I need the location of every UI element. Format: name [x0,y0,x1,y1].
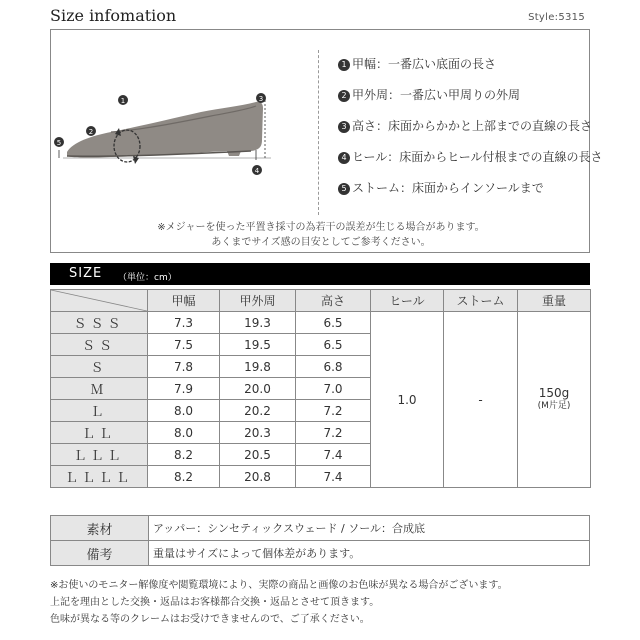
svg-text:1: 1 [120,97,126,105]
table-corner-cell [51,290,148,312]
material-row [51,516,590,541]
height-cell: 6.5 [296,312,371,334]
svg-text:4: 4 [254,167,260,175]
size-cell: Ｓ [51,356,148,378]
girth-cell: 20.2 [220,400,296,422]
girth-cell: 20.8 [220,466,296,488]
style-code: Style:5315 [528,12,585,23]
size-label: SIZE [69,266,103,281]
size-cell: ＳＳ [51,334,148,356]
size-unit: （単位：cm） [118,273,177,283]
footer-line-2: 上記を理由とした交換・返品はお客様都合交換・返品とさせて頂きます。 [50,597,380,608]
height-cell: 6.5 [296,334,371,356]
width-cell: 8.0 [148,400,220,422]
size-cell: ＬＬＬＬ [51,466,148,488]
girth-cell: 20.3 [220,422,296,444]
height-cell: 7.4 [296,466,371,488]
width-cell: 7.9 [148,378,220,400]
divider [318,50,319,215]
width-cell: 8.2 [148,444,220,466]
col-header-width: 甲幅 [148,290,220,312]
measure-item-2: 2 甲外周：一番広い甲周りの外周 [338,86,520,103]
weight-value: 150g [538,385,570,400]
measure-note-line-1: ※メジャーを使った平置き採寸の為若干の誤差が生じる場合があります。 [157,222,485,233]
remarks-row [51,541,590,566]
width-cell: 7.5 [148,334,220,356]
page-title: Size infomation [50,6,177,25]
col-header-storm: ストーム [444,290,518,312]
size-info-box [50,29,603,253]
size-cell: Ｌ [51,400,148,422]
footer-notes [50,577,610,628]
width-cell: 7.3 [148,312,220,334]
girth-cell: 20.0 [220,378,296,400]
heel-cell: 1.0 [371,312,444,488]
size-cell: ＳＳＳ [51,312,148,334]
material-value: アッパー：シンセティックスウェード / ソール：合成底 [149,516,590,541]
height-cell: 6.8 [296,356,371,378]
weight-cell [518,312,591,488]
size-header-bar [50,263,590,285]
measure-note-line-2: あくまでサイズ感の目安としてご参考ください。 [211,237,431,248]
height-cell: 7.4 [296,444,371,466]
size-table [50,289,591,488]
col-header-weight: 重量 [518,290,591,312]
remarks-key: 備考 [51,541,149,566]
svg-text:2: 2 [88,128,94,136]
size-cell: ＬＬ [51,422,148,444]
weight-note: (M片足) [537,400,571,411]
height-cell: 7.2 [296,400,371,422]
footer-line-1: ※お使いのモニター解像度や閲覧環境により、実際の商品と画像のお色味が異なる場合がございます。 [50,580,508,591]
measure-item-1: 1 甲幅：一番広い底面の長さ [338,55,496,72]
svg-text:3: 3 [258,95,264,103]
shoe-silhouette [67,102,263,158]
svg-text:5: 5 [56,139,62,147]
width-cell: 7.8 [148,356,220,378]
footer-line-3: 色味が異なる等のクレームはお受けできませんので、ご了承ください。 [50,614,370,625]
shoe-diagram [51,30,281,230]
measure-item-5: 5 ストーム：床面からインソールまで [338,179,544,196]
measure-note [51,220,591,250]
girth-cell: 20.5 [220,444,296,466]
material-table [50,515,590,566]
col-header-height: 高さ [296,290,371,312]
material-key: 素材 [51,516,149,541]
measure-item-4: 4 ヒール：床面からヒール付根までの直線の長さ [338,148,603,165]
col-header-girth: 甲外周 [220,290,296,312]
col-header-heel: ヒール [371,290,444,312]
table-header-row [51,290,591,312]
girth-cell: 19.8 [220,356,296,378]
table-row [51,312,591,334]
remarks-value: 重量はサイズによって個体差があります。 [149,541,590,566]
height-cell: 7.0 [296,378,371,400]
height-cell: 7.2 [296,422,371,444]
storm-cell: - [444,312,518,488]
width-cell: 8.2 [148,466,220,488]
size-cell: ＬＬＬ [51,444,148,466]
size-cell: Ｍ [51,378,148,400]
girth-cell: 19.5 [220,334,296,356]
measure-item-3: 3 高さ：床面からかかと上部までの直線の長さ [338,117,592,134]
girth-cell: 19.3 [220,312,296,334]
width-cell: 8.0 [148,422,220,444]
